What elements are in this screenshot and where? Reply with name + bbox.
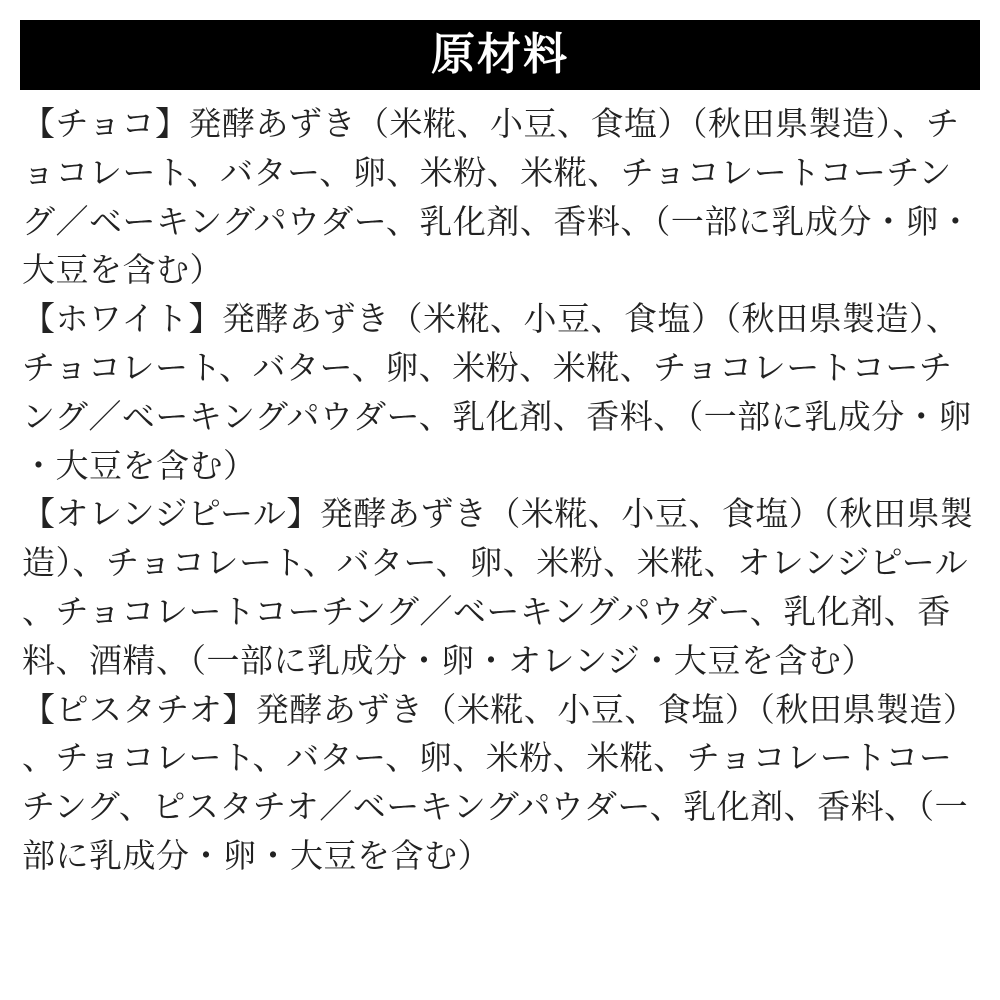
ingredient-entry-orange-peel	[22, 490, 982, 685]
page-title: 原材料	[431, 29, 569, 80]
ingredients-list	[22, 100, 982, 881]
entry-label: 【チョコ】	[22, 104, 189, 143]
ingredient-entry-choco	[22, 100, 982, 295]
entry-text: 発酵あずき（米糀、小豆、食塩）（秋田県製造）、チョコレート、バター、卵、米粉、米糀、チョコレートコーチング、ピスタチオ／ベーキングパウダー、乳化剤、香料、（一部に乳成分・卵・大豆を含む）	[22, 689, 969, 875]
entry-label: 【ホワイト】	[22, 299, 223, 339]
entry-text: 発酵あずき（米糀、小豆、食塩）（秋田県製造）、チョコレート、バター、卵、米粉、米糀、チョコレートコーチング／ベーキングパウダー、乳化剤、香料、（一部に乳成分・卵・大豆を含む）	[22, 299, 972, 485]
ingredient-entry-white	[22, 295, 982, 490]
entry-label: 【ピスタチオ】	[22, 689, 256, 729]
title-bar	[20, 20, 980, 90]
ingredient-entry-pistachio	[22, 686, 982, 881]
entry-text: 発酵あずき（米糀、小豆、食塩）（秋田県製造）、チョコレート、バター、卵、米粉、米糀、チョコレートコーチング／ベーキングパウダー、乳化剤、香料、（一部に乳成分・卵・大豆を含む）	[22, 104, 973, 290]
entry-text: 発酵あずき（米糀、小豆、食塩）（秋田県製造）、チョコレート、バター、卵、米粉、米糀、オレンジピール、チョコレートコーチング／ベーキングパウダー、乳化剤、香料、酒精、（一部に乳成分・卵・オレンジ・大豆を含む）	[22, 494, 974, 680]
entry-label: 【オレンジピール】	[22, 494, 320, 534]
